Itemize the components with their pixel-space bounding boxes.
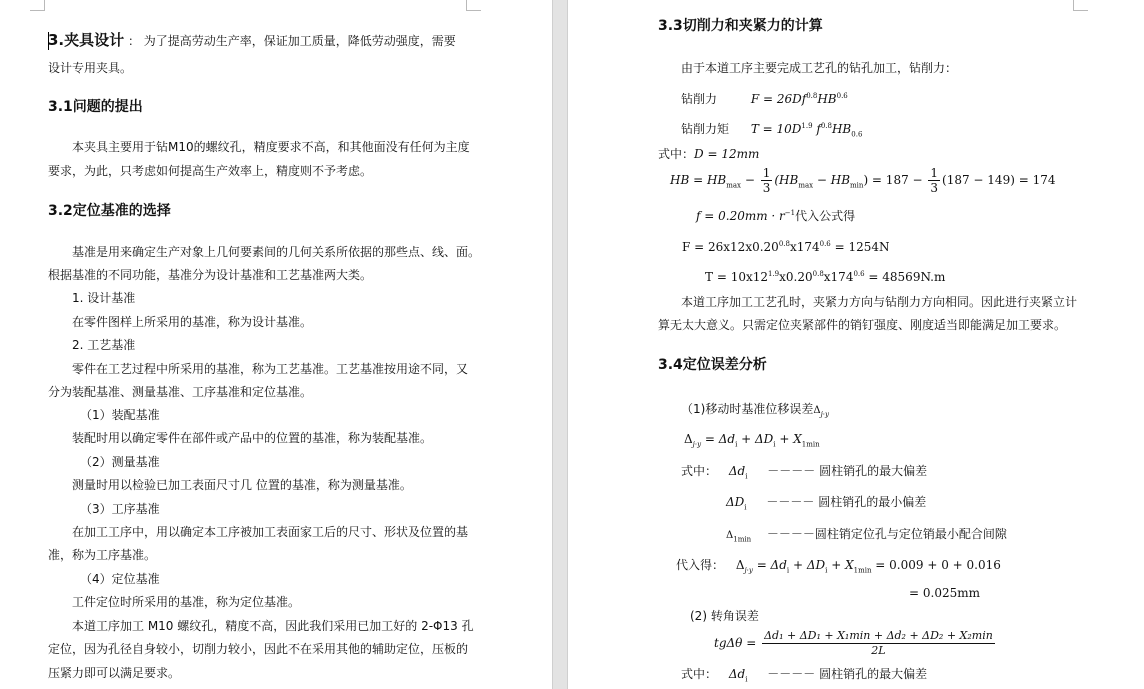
paragraph: 定位，因为孔径自身较小，切削力较小，因此不在采用其他的辅助定位，压板的 [48, 642, 469, 656]
error-1-title: （1)移动时基准位移误差$\Delta_{j\cdot y}$ [681, 402, 829, 419]
substitution-result: = 0.025mm [909, 586, 980, 600]
crop-mark [30, 0, 45, 11]
paragraph: 本道工序加工工艺孔时，夹紧力方向与钻削力方向相同。因此进行夹紧立计 [681, 295, 1078, 309]
paragraph: 基准是用来确定生产对象上几何要素间的几何关系所依据的那些点、线、面。 [72, 245, 481, 259]
section-3-3-title: 3.3切削力和夹紧力的计算 [658, 18, 823, 34]
paragraph: 分为装配基准、测量基准、工序基准和定位基准。 [48, 385, 313, 399]
formula-f: $f = 0.20mm \cdot r^{-1}$代入公式得 [696, 209, 856, 223]
document-page-left[interactable] [0, 0, 552, 689]
paragraph: 本道工序加工 M10 螺纹孔，精度不高，因此我们采用已加工好的 2-Φ13 孔 [72, 619, 474, 633]
sub-item: （1）装配基准 [80, 408, 160, 422]
list-item: 1. 设计基准 [72, 291, 136, 305]
paragraph: 算无太大意义。只需定位夹紧部件的销钉强度、刚度适当即能满足加工要求。 [658, 318, 1067, 332]
formula-hb: HB = $HB_{max}$ − $\frac{1}{3}$ $(HB_{max} - HB_{min}) = 187$ − $\frac{1}{3}$ (187 − 149) = 174 [670, 166, 1056, 195]
paragraph: 测量时用以检验已加工表面尺寸几 位置的基准，称为测量基准。 [72, 478, 412, 492]
formula-error-1: $\Delta_{j\cdot y} = \Delta d_i + \Delta D_i + X_{1min}$ [684, 432, 820, 449]
section-3-heading: 3.夹具设计 [48, 31, 125, 49]
where-row: $\Delta_{1min}$ －－－－圆柱销定位孔与定位销最小配合间隙 [726, 527, 1007, 544]
paragraph: 压紧力即可以满足要求。 [48, 666, 181, 680]
paragraph: 本夹具主要用于钻M10的螺纹孔，精度要求不高，和其他面没有任何为主度 [72, 140, 470, 154]
where-row: 式中： $\Delta d_i$ －－－－ 圆柱销孔的最大偏差 [681, 667, 928, 684]
paragraph: 在零件图样上所采用的基准，称为设计基准。 [72, 315, 313, 329]
where-d: 式中：D = 12mm [658, 147, 760, 161]
document-page-right[interactable] [568, 0, 1144, 689]
substitution-row: 代入得： $\Delta_{j\cdot y} = \Delta d_i + \Delta D_i + X_{1min} = 0.009 + 0 + 0.016$ [676, 558, 1001, 575]
paragraph: 零件在工艺过程中所采用的基准，称为工艺基准。工艺基准按用途不同，又 [72, 362, 469, 376]
paragraph: 由于本道工序主要完成工艺孔的钻孔加工，钻削力： [681, 61, 958, 75]
formula-tg: tgΔθ = $\frac{\text{Δd₁ + ΔD₁ + X₁min + Δd₂ + ΔD₂ + X₂min}}{2L}$ [714, 629, 993, 657]
list-item: 2. 工艺基准 [72, 338, 136, 352]
paragraph: 准，称为工序基准。 [48, 548, 157, 562]
sub-item: （3）工序基准 [80, 502, 160, 516]
where-row: $\Delta D_i$ －－－－ 圆柱销孔的最小偏差 [726, 495, 927, 512]
sub-item: （2）测量基准 [80, 455, 160, 469]
formula-label: 钻削力 [681, 92, 718, 106]
formula-force: 钻削力 $F = 26Df^{0.8}HB^{0.6}$ [681, 92, 848, 106]
formula-label: 钻削力矩 [681, 122, 730, 136]
formula-torque: 钻削力矩 $T = 10D^{1.9}$ $f^{0.8}HB_{0.6}$ [681, 122, 863, 139]
error-2-title: (2) 转角误差 [690, 609, 759, 623]
sub-item: （4）定位基准 [80, 572, 160, 586]
section-3-1-title: 3.1问题的提出 [48, 99, 143, 115]
paragraph: 装配时用以确定零件在部件或产品中的位置的基准，称为装配基准。 [72, 431, 433, 445]
paragraph: 要求，为此，只考虑如何提高生产效率上，精度则不予考虑。 [48, 164, 373, 178]
paragraph: 工件定位时所采用的基准，称为定位基准。 [72, 595, 301, 609]
section-3-2-title: 3.2定位基准的选择 [48, 203, 171, 219]
section-3-intro-line2: 设计专用夹具。 [48, 61, 133, 75]
formula-F-calc: $F = 26x12x0.20^{0.8}x174^{0.6} = 1254N$ [682, 240, 890, 254]
where-row: 式中： $\Delta d_i$ －－－－ 圆柱销孔的最大偏差 [681, 464, 928, 481]
paragraph: 在加工工序中，用以确定本工序被加工表面家工后的尺寸、形状及位置的基 [72, 525, 469, 539]
page-gutter [552, 0, 568, 689]
page-gutter-edge [552, 0, 553, 689]
crop-mark [1073, 0, 1088, 11]
crop-mark [466, 0, 481, 11]
section-3-intro: ： 为了提高劳动生产率，保证加工质量，降低劳动强度，需要 [127, 34, 456, 48]
paragraph: 根据基准的不同功能，基准分为设计基准和工艺基准两大类。 [48, 268, 373, 282]
section-3-4-title: 3.4定位误差分析 [658, 357, 767, 373]
formula-T-calc: $T = 10x12^{1.9}x0.20^{0.8}x174^{0.6} = 48569N.m$ [705, 270, 946, 284]
